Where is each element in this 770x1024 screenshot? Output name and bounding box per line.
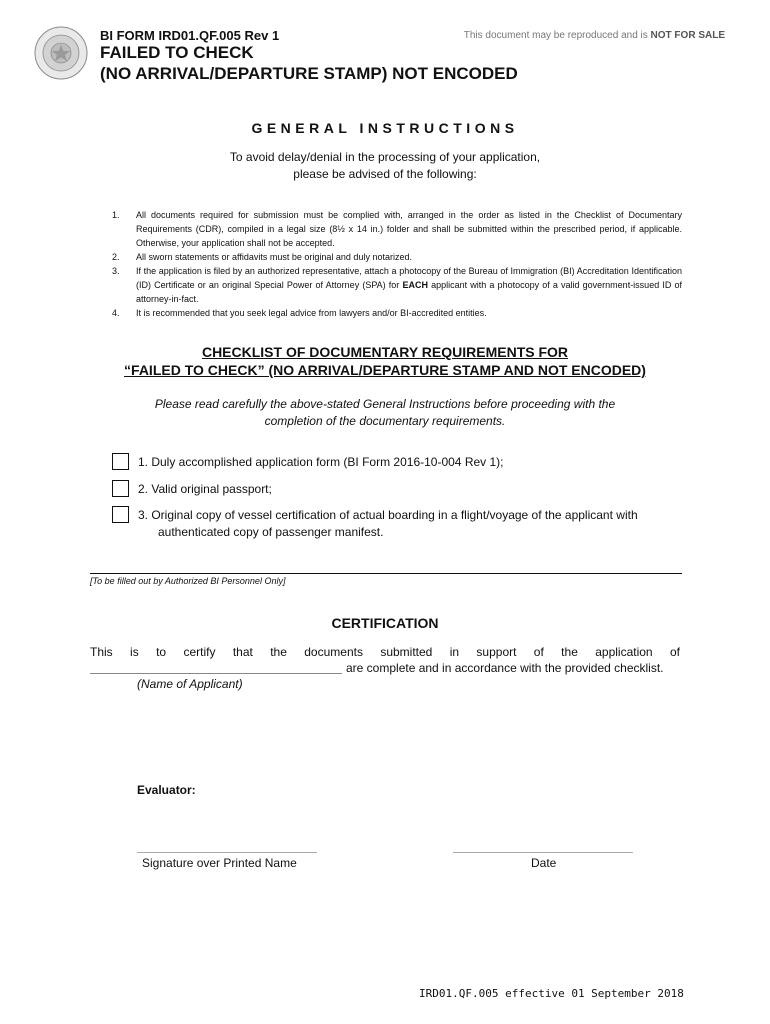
certification-heading: CERTIFICATION <box>331 615 439 631</box>
instruction-item: 3. If the application is filed by an authorized representative, attach a photocopy of the Bureau of Immigration (BI) Accreditation Identification (ID) Certificate or an original Special Power of Attorney (SPA) for EACH applicant with a photocopy of a valid government-issued ID of attorney-in-fact. <box>112 266 682 304</box>
general-instructions-heading: GENERAL INSTRUCTIONS <box>251 120 519 136</box>
form-code: BI FORM IRD01.QF.005 Rev 1 <box>100 28 280 43</box>
applicant-name-label: (Name of Applicant) <box>137 677 243 691</box>
checklist-heading: CHECKLIST OF DOCUMENTARY REQUIREMENTS FOR “FAILED TO CHECK” (NO ARRIVAL/DEPARTURE STAMP AND NOT ENCODED) <box>124 344 646 378</box>
requirement-checkbox[interactable] <box>112 480 129 497</box>
form-title-line1: FAILED TO CHECK <box>100 43 254 62</box>
form-title-line2: (NO ARRIVAL/DEPARTURE STAMP) NOT ENCODED <box>100 64 518 83</box>
section-divider <box>90 573 682 574</box>
instruction-item: 4. It is recommended that you seek legal advice from lawyers and/or BI-accredited entities. <box>112 308 487 318</box>
requirement-checkbox[interactable] <box>112 453 129 470</box>
document-footer: IRD01.QF.005 effective 01 September 2018 <box>419 987 684 1000</box>
instructions-list <box>112 208 682 320</box>
bi-personnel-note: [To be filled out by Authorized BI Personnel Only] <box>90 576 286 586</box>
certification-text-line1: This is to certify that the documents submitted in support of the application of <box>90 645 680 659</box>
checklist-note: Please read carefully the above-stated General Instructions before proceeding with the completion of the documentary requirements. <box>154 397 616 428</box>
instruction-item: 2. All sworn statements or affidavits must be original and duly notarized. <box>112 252 412 262</box>
date-field[interactable] <box>453 852 633 853</box>
date-label: Date <box>531 856 557 870</box>
requirement-item: 1. Duly accomplished application form (BI Form 2016-10-004 Rev 1); <box>112 454 504 471</box>
certification-text-line2: are complete and in accordance with the provided checklist. <box>90 661 680 675</box>
general-instructions-intro: To avoid delay/denial in the processing of your application, please be advised of the following: <box>229 150 541 181</box>
requirement-item: 3. Original copy of vessel certification of actual boarding in a flight/voyage of the applicant with authenticated copy of passenger manifest. <box>112 507 682 541</box>
requirement-item: 2. Valid original passport; <box>112 481 272 498</box>
reproduction-notice: This document may be reproduced and is NOT FOR SALE <box>463 30 725 41</box>
signature-field[interactable] <box>137 852 317 853</box>
signature-label: Signature over Printed Name <box>142 856 297 870</box>
requirement-checkbox[interactable] <box>112 506 129 523</box>
instruction-item: 1. All documents required for submission must be complied with, arranged in the order as listed in the Checklist of Documentary Requirements (CDR), compiled in a legal size (8½ x 14 in.) folder and shall be submitted within the prescribed period, if applicable. Otherwise, your application shall not be accepted. <box>112 210 682 248</box>
evaluator-label: Evaluator: <box>137 783 196 797</box>
bureau-seal-logo <box>34 26 88 80</box>
applicant-name-field[interactable] <box>90 661 342 674</box>
